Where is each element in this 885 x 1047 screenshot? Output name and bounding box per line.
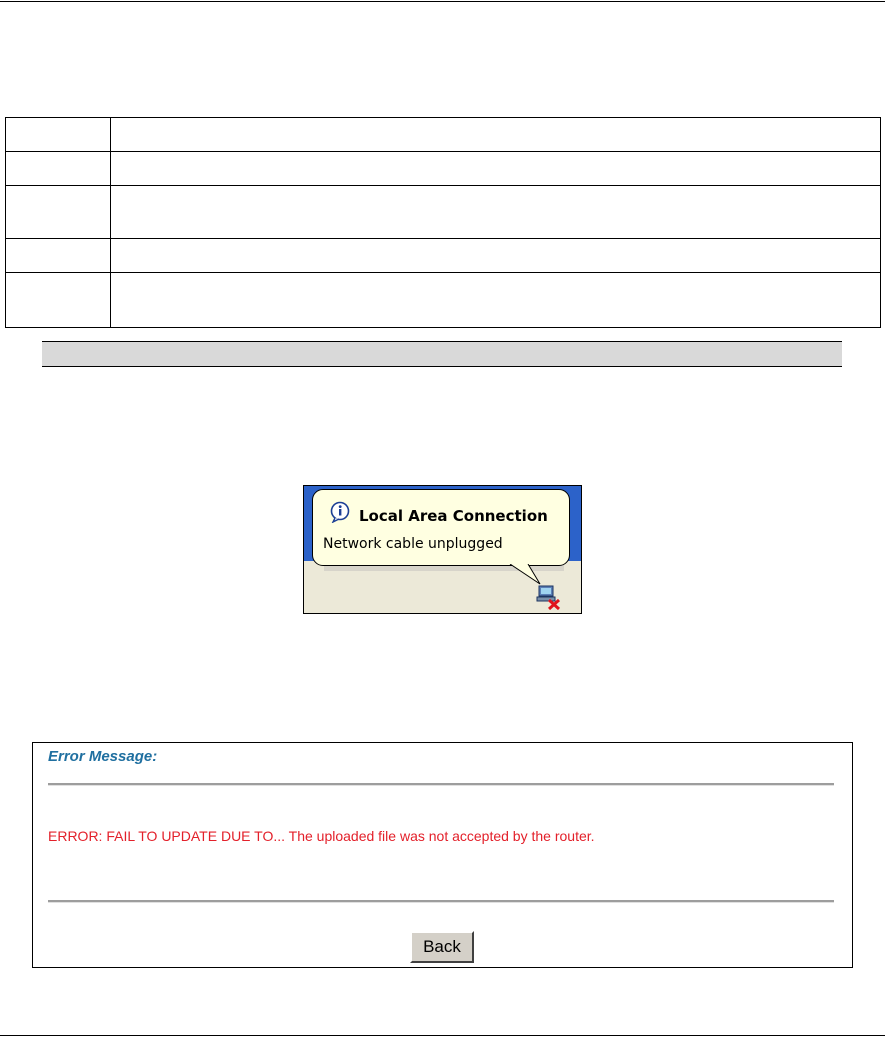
header-rule xyxy=(0,1,885,2)
notification-balloon xyxy=(312,489,570,566)
network-disconnected-icon[interactable] xyxy=(535,584,563,610)
table-row xyxy=(6,273,881,328)
error-text: ERROR: FAIL TO UPDATE DUE TO... The uploaded file was not accepted by the router. xyxy=(48,828,595,844)
divider xyxy=(48,900,834,903)
table-row xyxy=(6,239,881,273)
note-bar xyxy=(42,341,842,367)
table-row xyxy=(6,186,881,239)
error-message-panel xyxy=(32,742,853,968)
table-row xyxy=(6,152,881,186)
taskbar-balloon-screenshot xyxy=(303,485,582,614)
divider xyxy=(48,783,834,786)
balloon-title: Local Area Connection xyxy=(359,507,548,525)
back-button[interactable]: Back xyxy=(410,931,474,963)
error-title: Error Message: xyxy=(48,748,158,765)
footer-rule xyxy=(0,1035,885,1036)
info-icon xyxy=(329,501,351,523)
balloon-tail xyxy=(506,564,546,586)
table-row xyxy=(6,118,881,152)
balloon-message: Network cable unplugged xyxy=(323,536,503,552)
document-table xyxy=(5,117,881,328)
